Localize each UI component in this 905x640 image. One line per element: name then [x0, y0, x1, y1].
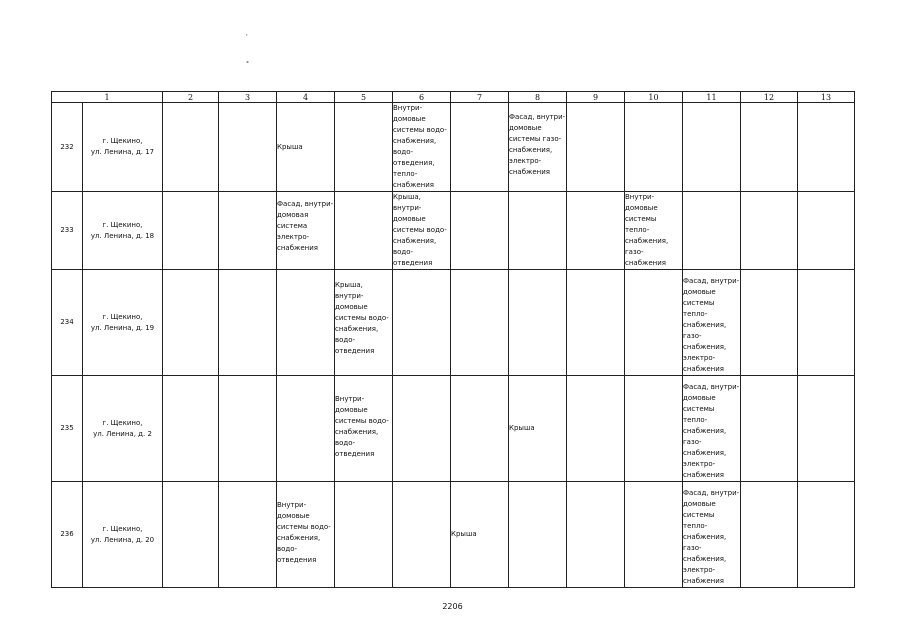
column-header-5: 5 [335, 92, 393, 103]
table-cell [219, 103, 277, 192]
table-cell [163, 376, 219, 482]
column-header-8: 8 [509, 92, 567, 103]
table-cell [393, 376, 451, 482]
table-cell [798, 482, 855, 588]
row-number: 235 [52, 376, 83, 482]
work-type-text: Крыша [451, 530, 477, 538]
table-cell [277, 376, 335, 482]
table-cell [163, 482, 219, 588]
address-text: г. Щекино, ул. Ленина, д. 17 [90, 137, 155, 156]
work-type-text: Внутри- домовые системы водо- снабжения, водо- отведения [277, 501, 331, 564]
table-row [52, 270, 855, 376]
work-type-text: Внутри- домовые системы водо- снабжения, водо- отведения [335, 395, 389, 458]
table-cell [163, 192, 219, 270]
table-cell [451, 270, 509, 376]
table-row [52, 376, 855, 482]
table-cell [451, 376, 509, 482]
table-cell [451, 482, 509, 588]
work-type-text: Фасад, внутри- домовые системы газо- снабжения, электро- снабжения [509, 113, 566, 176]
table-cell [451, 103, 509, 192]
table-cell [219, 376, 277, 482]
column-header-4: 4 [277, 92, 335, 103]
stray-mark: ' [246, 34, 248, 41]
table-cell [798, 192, 855, 270]
row-number: 233 [52, 192, 83, 270]
table-cell [163, 103, 219, 192]
table-cell [335, 376, 393, 482]
table-cell [277, 103, 335, 192]
table-cell [567, 192, 625, 270]
work-type-text: Фасад, внутри- домовые системы тепло- снабжения, газо- снабжения, электро- снабжения [683, 383, 740, 479]
work-type-text: Фасад, внутри- домовые системы тепло- снабжения, газо- снабжения, электро- снабжения [683, 489, 740, 585]
table-cell [741, 482, 798, 588]
table-cell [625, 192, 683, 270]
work-type-text: Крыша [277, 142, 303, 151]
column-header-12: 12 [741, 92, 798, 103]
column-header-7: 7 [451, 92, 509, 103]
table-cell [798, 376, 855, 482]
table-cell [625, 376, 683, 482]
table-cell [509, 270, 567, 376]
table-cell [335, 192, 393, 270]
row-number: 232 [52, 103, 83, 192]
table-cell [451, 192, 509, 270]
table-cell [277, 192, 335, 270]
table-cell [509, 482, 567, 588]
work-type-text: Крыша, внутри- домовые системы водо- снабжения, водо- отведения [393, 193, 447, 267]
work-type-text: Внутри- домовые системы тепло- снабжения, газо- снабжения [625, 193, 669, 267]
table-cell [683, 103, 741, 192]
column-header-13: 13 [798, 92, 855, 103]
table-cell [683, 376, 741, 482]
table-cell [741, 192, 798, 270]
table-cell [567, 376, 625, 482]
table-cell [567, 482, 625, 588]
table-row [52, 482, 855, 588]
table-cell [741, 103, 798, 192]
address-cell [83, 103, 163, 192]
table-cell [277, 482, 335, 588]
stray-mark: ° [246, 61, 249, 68]
table-cell [219, 270, 277, 376]
table-cell [683, 482, 741, 588]
table-cell [625, 270, 683, 376]
table-cell [393, 192, 451, 270]
table-cell [741, 376, 798, 482]
repair-schedule-table [51, 91, 855, 588]
row-number: 236 [52, 482, 83, 588]
column-header-3: 3 [219, 92, 277, 103]
table-cell [683, 270, 741, 376]
table-cell [509, 192, 567, 270]
work-type-text: Крыша [509, 424, 535, 432]
address-text: г. Щекино, ул. Ленина, д. 2 [93, 418, 152, 438]
column-header-2: 2 [163, 92, 219, 103]
address-text: г. Щекино, ул. Ленина, д. 18 [90, 220, 155, 240]
table-cell [219, 482, 277, 588]
work-type-text: Фасад, внутри- домовые системы тепло- снабжения, газо- снабжения, электро- снабжения [683, 277, 740, 373]
work-type-text: Крыша, внутри- домовые системы водо- снабжения, водо- отведения [335, 281, 389, 355]
column-header-11: 11 [683, 92, 741, 103]
work-type-text: Фасад, внутри- домовая система электро- снабжения [277, 200, 334, 252]
column-header-10: 10 [625, 92, 683, 103]
work-type-text: Внутри- домовые системы водо- снабжения, водо- отведения, тепло- снабжения [393, 104, 447, 189]
table-cell [625, 103, 683, 192]
address-cell [83, 482, 163, 588]
table-cell [335, 482, 393, 588]
column-header-1: 1 [52, 92, 163, 103]
column-header-6: 6 [393, 92, 451, 103]
table-cell [741, 270, 798, 376]
table-cell [393, 103, 451, 192]
address-cell [83, 270, 163, 376]
table-cell [393, 270, 451, 376]
address-cell [83, 376, 163, 482]
address-text: г. Щекино, ул. Ленина, д. 19 [90, 312, 155, 332]
address-text: г. Щекино, ул. Ленина, д. 20 [90, 524, 155, 544]
table-cell [335, 270, 393, 376]
table-cell [683, 192, 741, 270]
column-number-row [52, 92, 855, 103]
table-cell [219, 192, 277, 270]
row-number: 234 [52, 270, 83, 376]
table-cell [798, 270, 855, 376]
table-cell [509, 103, 567, 192]
table-cell [509, 376, 567, 482]
address-cell [83, 192, 163, 270]
table-cell [625, 482, 683, 588]
table-cell [567, 270, 625, 376]
table-cell [335, 103, 393, 192]
table-cell [393, 482, 451, 588]
table-cell [277, 270, 335, 376]
table-row [52, 192, 855, 270]
column-header-9: 9 [567, 92, 625, 103]
table-cell [798, 103, 855, 192]
table-cell [567, 103, 625, 192]
table-cell [163, 270, 219, 376]
table-row [52, 103, 855, 192]
page-number: 2206 [442, 602, 463, 611]
